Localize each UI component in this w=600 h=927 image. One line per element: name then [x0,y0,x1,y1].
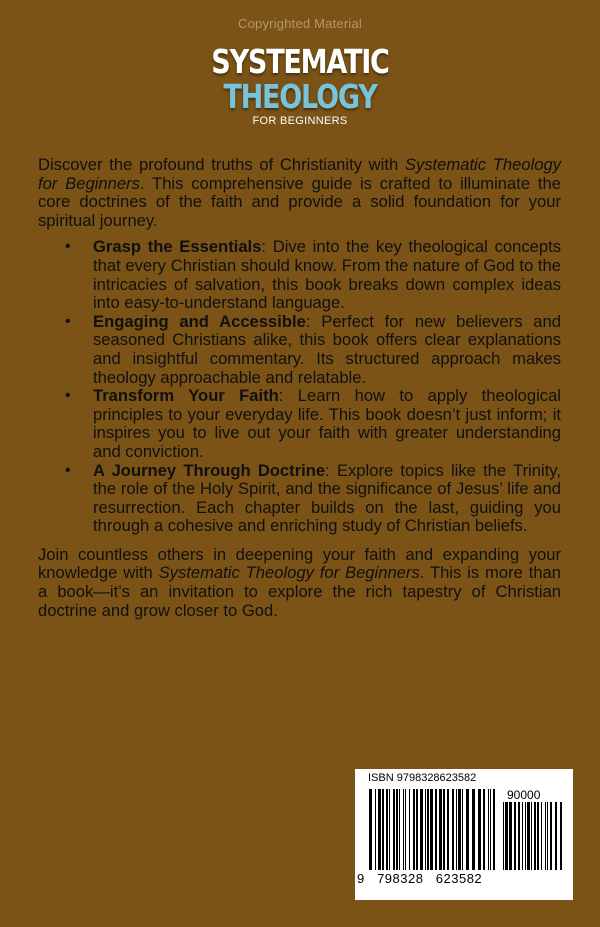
bullet-icon: • [65,238,71,256]
feature-item [38,462,561,536]
barcode-bar [466,789,469,870]
feature-title: Engaging and Accessible [93,311,306,331]
copyright-watermark-top: Copyrighted Material [238,16,362,31]
barcode-digits: 9 798328 623582 [357,871,483,886]
barcode-bar [514,802,516,870]
barcode-bar [427,789,429,870]
barcode-bar [525,802,526,870]
feature-list [38,238,561,536]
barcode-bar [509,802,512,870]
barcode-bar [541,802,542,870]
barcode-bar [386,789,388,870]
barcode-bar [560,802,562,870]
barcode-bar [550,802,552,870]
barcode-bar [447,789,449,870]
barcode-bar [458,789,461,870]
barcode-bar [462,789,463,870]
barcode-bar [375,789,376,870]
barcode-bar [518,802,520,870]
barcode-bar [472,789,475,870]
feature-text: : Explore topics like the Trinity, the role of the Holy Spirit, and the significance of Jesus’ life and resurrection. Each chapter builds on the last, guiding you through a cohesive and enriching study of Christian beliefs. [93,460,561,536]
barcode-bar [527,802,530,870]
barcode-bar [382,789,384,870]
feature-title: A Journey Through Doctrine [93,460,326,480]
price-code: 90000 [507,788,541,802]
logo-title-line2: THEOLOGY [223,77,377,116]
barcode-bar [420,789,423,870]
barcode-bar [522,802,523,870]
barcode-bar [503,802,504,870]
barcode-bar [534,802,536,870]
feature-text: : Dive into the key theological concepts that every Christian should know. From the nature of God to the intricacies of salvation, this book breaks down complex ideas into easy-to-understand language. [93,237,561,313]
feature-text: : Perfect for new believers and seasoned Christians alike, this book offers clear explanations and insightful commentary. Its structured approach makes theology approachable and relatable. [93,311,561,387]
barcode-bar [478,789,481,870]
barcode-bar [430,789,433,870]
bullet-icon: • [65,312,71,330]
barcode-bar [490,789,491,870]
barcode-bar [483,789,485,870]
feature-item [38,313,561,387]
feature-item [38,387,561,461]
feature-text: : Learn how to apply theological principles to your everyday life. This book doesn’t just inform; it inspires you to live out your faith with greater understanding and conviction. [93,386,561,461]
intro-paragraph: Discover the profound truths of Christianity with Systematic Theology for Beginners. This comprehensive guide is crafted to illuminate the core doctrines of the faith and provide a solid foundation for your spiritual journey. [38,155,561,230]
book-description [38,156,561,620]
barcode-bar [389,789,390,870]
feature-title: Transform Your Faith [93,386,279,406]
barcode-bar [545,802,546,870]
barcode-bar [537,802,539,870]
isbn-label: ISBN 9798328623582 [368,772,477,784]
book-title-italic: Systematic Theology for Beginners [38,155,561,193]
barcode-bar [409,789,410,870]
barcode-bar [493,789,495,870]
feature-item [38,238,561,312]
barcode-bar [378,789,381,870]
bullet-icon: • [65,387,71,405]
barcode-bar [403,789,404,870]
logo-title-line1: SYSTEMATIC [211,42,389,81]
barcode-bar [456,789,457,870]
feature-title: Grasp the Essentials [93,237,262,257]
barcode-bar [413,789,415,870]
closing-paragraph: Join countless others in deepening your faith and expanding your knowledge with Systematic Theology for Beginners. This is more than a book—it’s an invitation to explore the rich tapestry of Christian doctrine and grow closer to God. [38,544,562,620]
barcode-bar [439,789,442,870]
barcode-bar [416,789,418,870]
barcode-bar [452,789,454,870]
barcode-bar [435,789,437,870]
barcode-bar [531,802,532,870]
book-title-italic: Systematic Theology for Beginners [158,563,420,583]
barcode-bar [555,802,557,870]
barcode-bar [399,789,400,870]
logo-subtitle: FOR BEGINNERS [252,115,348,127]
book-logo [0,44,600,127]
barcode-bar [405,789,406,870]
barcode-bar [425,789,426,870]
barcode-bar [547,802,548,870]
barcode-bar [369,789,372,870]
barcode-bar [393,789,395,870]
barcode-bar [396,789,398,870]
barcode-bar [505,802,508,870]
barcode-bar [443,789,445,870]
barcode-bar [488,789,489,870]
bullet-icon: • [65,461,71,479]
isbn-barcode [355,769,573,900]
